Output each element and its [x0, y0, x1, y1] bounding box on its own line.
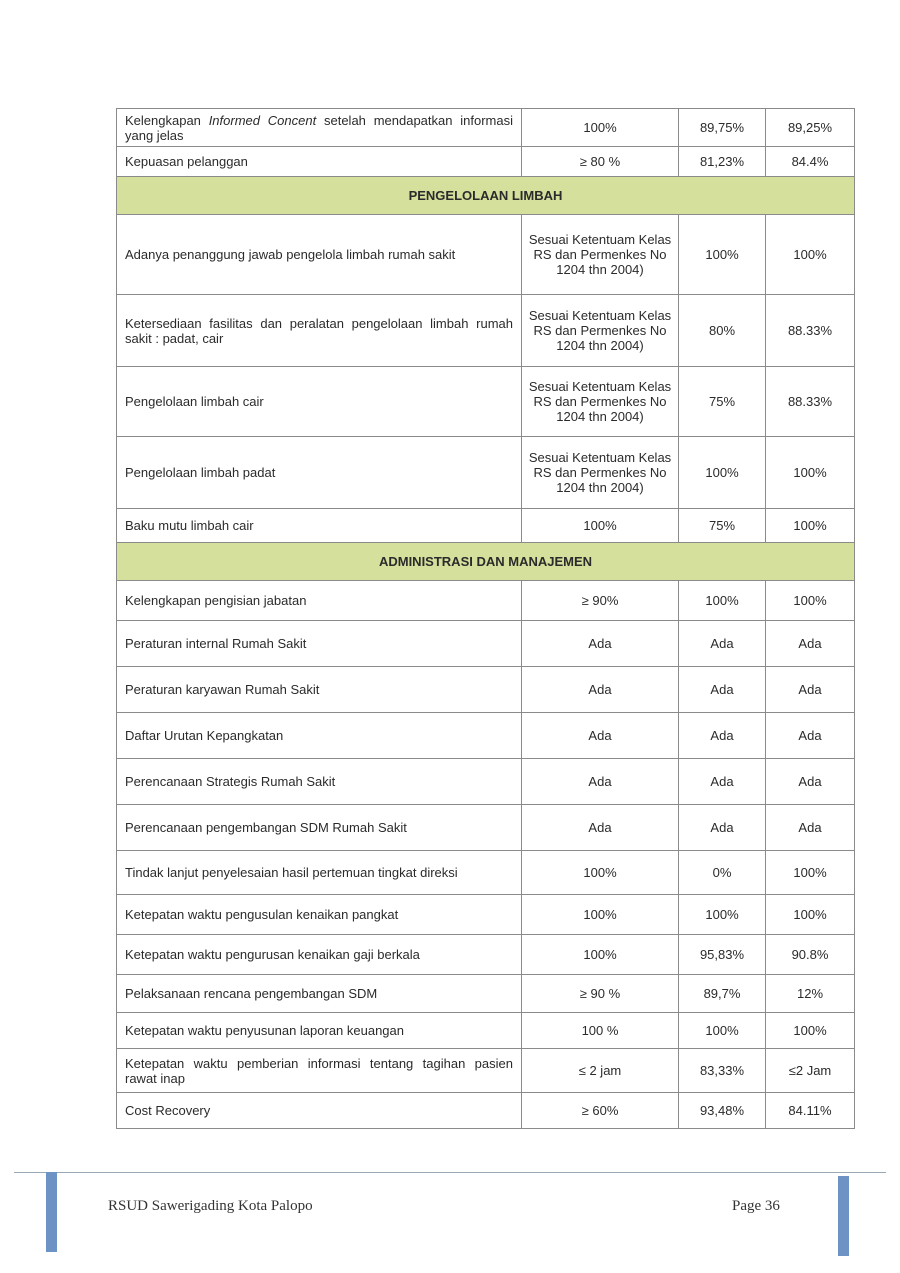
indicator-cell: Tindak lanjut penyelesaian hasil pertemuan tingkat direksi [117, 851, 522, 895]
value-cell-2: 84.4% [766, 147, 855, 177]
table-row [117, 667, 855, 713]
value-cell-2: 100% [766, 437, 855, 509]
indicator-cell: Kepuasan pelanggan [117, 147, 522, 177]
footer-bar-right [838, 1176, 849, 1256]
standard-cell: ≥ 90 % [522, 975, 679, 1013]
table-row [117, 975, 855, 1013]
indicator-cell: Ketepatan waktu pengusulan kenaikan pangkat [117, 895, 522, 935]
standard-cell: 100% [522, 851, 679, 895]
value-cell-1: Ada [679, 713, 766, 759]
section-title: ADMINISTRASI DAN MANAJEMEN [117, 543, 855, 581]
value-cell-1: 93,48% [679, 1093, 766, 1129]
indicator-term: Informed Concent [208, 112, 317, 128]
table-row [117, 759, 855, 805]
section-header-row [117, 177, 855, 215]
section-header-row [117, 543, 855, 581]
footer-divider [14, 1172, 886, 1173]
table-row [117, 713, 855, 759]
footer-hospital-name: RSUD Sawerigading Kota Palopo [108, 1198, 313, 1214]
indicator-cell: Pengelolaan limbah padat [117, 437, 522, 509]
value-cell-1: 75% [679, 367, 766, 437]
section-title: PENGELOLAAN LIMBAH [117, 177, 855, 215]
value-cell-2: Ada [766, 713, 855, 759]
value-cell-2: 100% [766, 895, 855, 935]
value-cell-2: 100% [766, 1013, 855, 1049]
table-row [117, 581, 855, 621]
indicator-cell: Ketepatan waktu pemberian informasi tentang tagihan pasien rawat inap [117, 1049, 522, 1093]
indicator-cell: Adanya penanggung jawab pengelola limbah rumah sakit [117, 215, 522, 295]
standard-cell: 100% [522, 895, 679, 935]
table-row [117, 509, 855, 543]
value-cell-1: 100% [679, 215, 766, 295]
table-row [117, 1013, 855, 1049]
value-cell-1: 89,75% [679, 109, 766, 147]
value-cell-1: 100% [679, 1013, 766, 1049]
standard-cell: ≥ 60% [522, 1093, 679, 1129]
indicator-cell [117, 109, 522, 147]
table-row [117, 935, 855, 975]
standard-cell: 100 % [522, 1013, 679, 1049]
table-row [117, 851, 855, 895]
table-row [117, 895, 855, 935]
value-cell-1: 83,33% [679, 1049, 766, 1093]
value-cell-1: 95,83% [679, 935, 766, 975]
indicator-cell: Kelengkapan pengisian jabatan [117, 581, 522, 621]
indicator-text: Kelengkapan [125, 112, 209, 128]
standard-cell: Ada [522, 759, 679, 805]
value-cell-2: 100% [766, 581, 855, 621]
value-cell-2: 89,25% [766, 109, 855, 147]
table-row [117, 437, 855, 509]
indicator-table-body [117, 109, 855, 1129]
value-cell-2: 90.8% [766, 935, 855, 975]
value-cell-1: 0% [679, 851, 766, 895]
value-cell-2: 100% [766, 509, 855, 543]
standard-cell: Sesuai Ketentuam Kelas RS dan Permenkes No 1204 thn 2004) [522, 295, 679, 367]
standard-cell: Ada [522, 667, 679, 713]
indicator-cell: Cost Recovery [117, 1093, 522, 1129]
value-cell-1: Ada [679, 667, 766, 713]
standard-cell: 100% [522, 935, 679, 975]
value-cell-2: 84.11% [766, 1093, 855, 1129]
value-cell-1: 80% [679, 295, 766, 367]
indicator-cell: Peraturan karyawan Rumah Sakit [117, 667, 522, 713]
value-cell-2: 100% [766, 215, 855, 295]
table-row [117, 805, 855, 851]
table-row [117, 1093, 855, 1129]
standard-cell: 100% [522, 109, 679, 147]
indicator-table [116, 108, 855, 1129]
table-row [117, 109, 855, 147]
standard-cell: Sesuai Ketentuam Kelas RS dan Permenkes No 1204 thn 2004) [522, 367, 679, 437]
indicator-cell: Perencanaan Strategis Rumah Sakit [117, 759, 522, 805]
footer-bar-left [46, 1172, 57, 1252]
standard-cell: ≤ 2 jam [522, 1049, 679, 1093]
standard-cell: 100% [522, 509, 679, 543]
footer-page-number: Page 36 [732, 1198, 780, 1214]
indicator-cell: Ketepatan waktu pengurusan kenaikan gaji berkala [117, 935, 522, 975]
value-cell-2: ≤2 Jam [766, 1049, 855, 1093]
value-cell-1: 100% [679, 437, 766, 509]
value-cell-1: 81,23% [679, 147, 766, 177]
table-row [117, 295, 855, 367]
value-cell-1: 100% [679, 581, 766, 621]
standard-cell: Sesuai Ketentuam Kelas RS dan Permenkes No 1204 thn 2004) [522, 215, 679, 295]
standard-cell: Ada [522, 621, 679, 667]
indicator-cell: Perencanaan pengembangan SDM Rumah Sakit [117, 805, 522, 851]
standard-cell: Ada [522, 713, 679, 759]
indicator-cell: Peraturan internal Rumah Sakit [117, 621, 522, 667]
value-cell-2: 88.33% [766, 367, 855, 437]
standard-cell: Ada [522, 805, 679, 851]
value-cell-1: Ada [679, 805, 766, 851]
value-cell-2: Ada [766, 805, 855, 851]
value-cell-2: 88.33% [766, 295, 855, 367]
table-row [117, 1049, 855, 1093]
value-cell-1: 75% [679, 509, 766, 543]
table-row [117, 621, 855, 667]
value-cell-2: Ada [766, 667, 855, 713]
value-cell-2: 100% [766, 851, 855, 895]
value-cell-1: 89,7% [679, 975, 766, 1013]
value-cell-1: 100% [679, 895, 766, 935]
value-cell-2: 12% [766, 975, 855, 1013]
table-row [117, 367, 855, 437]
standard-cell: Sesuai Ketentuam Kelas RS dan Permenkes No 1204 thn 2004) [522, 437, 679, 509]
indicator-cell: Pengelolaan limbah cair [117, 367, 522, 437]
value-cell-2: Ada [766, 621, 855, 667]
indicator-cell: Pelaksanaan rencana pengembangan SDM [117, 975, 522, 1013]
table-row [117, 215, 855, 295]
standard-cell: ≥ 80 % [522, 147, 679, 177]
indicator-cell: Ketersediaan fasilitas dan peralatan pengelolaan limbah rumah sakit : padat, cair [117, 295, 522, 367]
table-row [117, 147, 855, 177]
value-cell-1: Ada [679, 621, 766, 667]
value-cell-2: Ada [766, 759, 855, 805]
indicator-text: setelah mendapatkan informasi yang jelas [125, 112, 513, 143]
indicator-cell: Ketepatan waktu penyusunan laporan keuangan [117, 1013, 522, 1049]
indicator-cell: Baku mutu limbah cair [117, 509, 522, 543]
indicator-cell: Daftar Urutan Kepangkatan [117, 713, 522, 759]
value-cell-1: Ada [679, 759, 766, 805]
standard-cell: ≥ 90% [522, 581, 679, 621]
